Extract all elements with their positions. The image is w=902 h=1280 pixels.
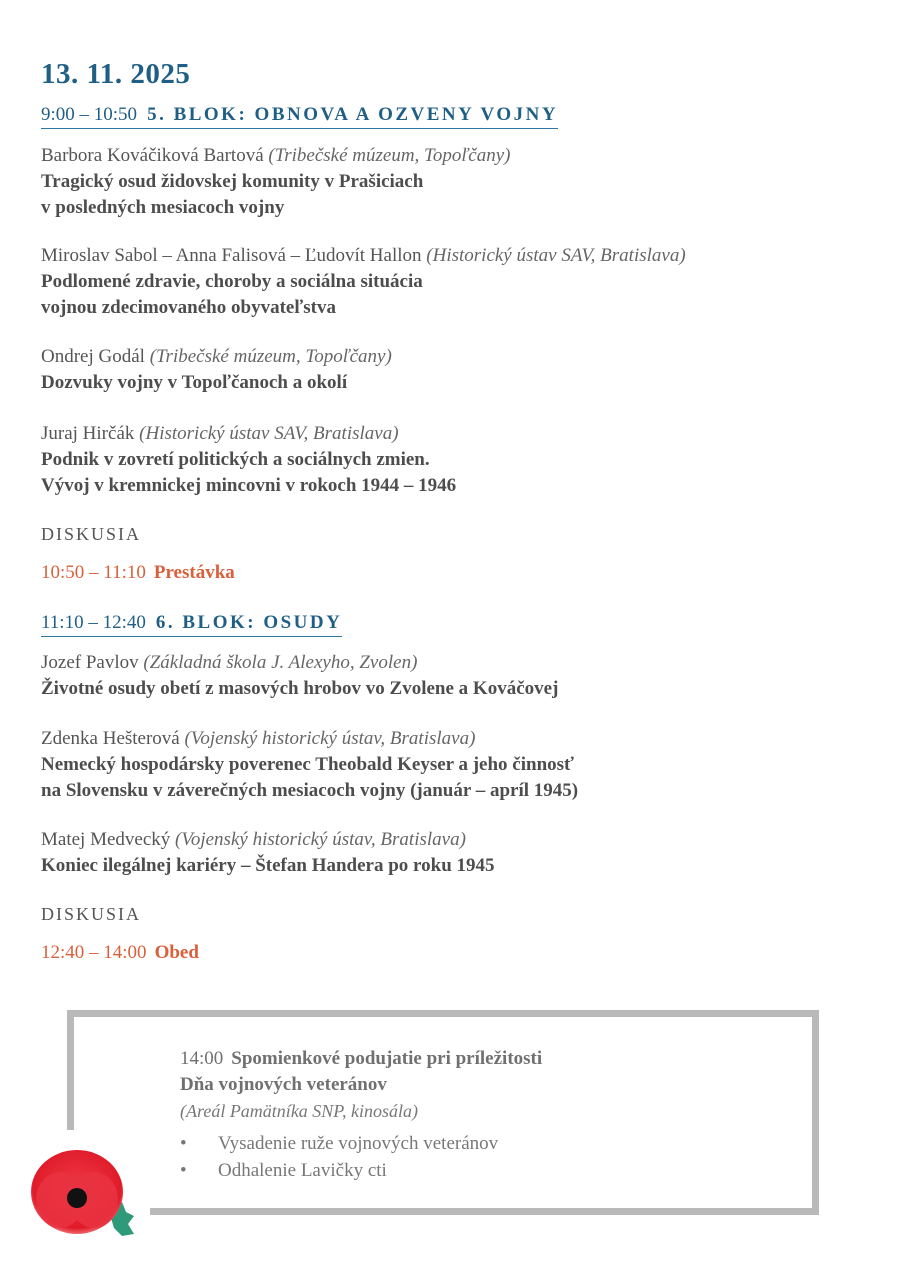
talk-title-line: Životné osudy obetí z masových hrobov vo Zvolene a Kováčovej (41, 678, 559, 699)
talk-item (41, 143, 841, 221)
talk-title-line: Vývoj v kremnickej mincovni v rokoch 1944 – 1946 (41, 475, 457, 496)
block-5-title: 5. BLOK: OBNOVA A OZVENY VOJNY (147, 104, 559, 125)
list-item (180, 1157, 780, 1184)
break-item (41, 562, 235, 584)
page-date: 13. 11. 2025 (41, 58, 191, 90)
list-item-text: Odhalenie Lavičky cti (218, 1160, 387, 1181)
block-5-time: 9:00 – 10:50 (41, 104, 138, 125)
event-place: (Areál Pamätníka SNP, kinosála) (180, 1101, 418, 1121)
talk-affiliation: (Historický ústav SAV, Bratislava) (426, 245, 686, 266)
break-label: Obed (154, 942, 199, 963)
talk-title-line: Dozvuky vojny v Topoľčanoch a okolí (41, 372, 348, 393)
talk-author: Matej Medvecký (41, 829, 171, 850)
bullet-icon: • (180, 1133, 187, 1154)
talk-item (41, 726, 841, 804)
talk-title-line: Koniec ilegálnej kariéry – Štefan Handera po roku 1945 (41, 855, 495, 876)
talk-affiliation: (Základná škola J. Alexyho, Zvolen) (143, 652, 418, 673)
event-time: 14:00 (180, 1048, 224, 1069)
break-item (41, 942, 199, 964)
talk-title-line: Tragický osud židovskej komunity v Prašiciach (41, 171, 424, 192)
talk-author: Juraj Hirčák (41, 423, 135, 444)
event-title-line: Dňa vojnových veteránov (180, 1074, 387, 1095)
discussion-label: DISKUSIA (41, 904, 142, 924)
talk-author: Ondrej Godál (41, 346, 145, 367)
talk-author: Miroslav Sabol – Anna Falisová – Ľudovít Hallon (41, 245, 422, 266)
event-activities (180, 1130, 780, 1184)
discussion-label: DISKUSIA (41, 524, 142, 544)
event-title-line: Spomienkové podujatie pri príležitosti (231, 1048, 543, 1069)
talk-author: Barbora Kováčiková Bartová (41, 145, 264, 166)
talk-title-line: v posledných mesiacoch vojny (41, 197, 285, 218)
event-title (180, 1046, 780, 1072)
list-item (180, 1130, 780, 1157)
break-time: 10:50 – 11:10 (41, 562, 146, 583)
talk-affiliation: (Tribečské múzeum, Topoľčany) (268, 145, 511, 166)
talk-author: Zdenka Hešterová (41, 728, 180, 749)
poppy-center (67, 1188, 87, 1208)
talk-author: Jozef Pavlov (41, 652, 139, 673)
talk-item (41, 421, 841, 499)
talk-title-line: vojnou zdecimovaného obyvateľstva (41, 297, 336, 318)
block-6-time: 11:10 – 12:40 (41, 612, 146, 633)
break-time: 12:40 – 14:00 (41, 942, 147, 963)
talk-item (41, 243, 841, 321)
block-5-heading (41, 104, 558, 129)
block-6-title: 6. BLOK: OSUDY (155, 612, 343, 633)
talk-title-line: na Slovensku v záverečných mesiacoch vojny (január – apríl 1945) (41, 780, 579, 801)
talk-affiliation: (Historický ústav SAV, Bratislava) (139, 423, 399, 444)
bullet-icon: • (180, 1160, 187, 1181)
talk-affiliation: (Tribečské múzeum, Topoľčany) (149, 346, 392, 367)
poppy-icon (30, 1150, 140, 1245)
break-label: Prestávka (153, 562, 235, 583)
talk-title-line: Podlomené zdravie, choroby a sociálna situácia (41, 271, 423, 292)
event-info (180, 1046, 780, 1184)
talk-title-line: Nemecký hospodársky poverenec Theobald Keyser a jeho činnosť (41, 754, 574, 775)
talk-item (41, 827, 841, 879)
list-item-text: Vysadenie ruže vojnových veteránov (218, 1133, 499, 1154)
talk-affiliation: (Vojenský historický ústav, Bratislava) (184, 728, 476, 749)
talk-title-line: Podnik v zovretí politických a sociálnych zmien. (41, 449, 430, 470)
talk-item (41, 344, 841, 396)
block-6-heading (41, 612, 342, 637)
talk-affiliation: (Vojenský historický ústav, Bratislava) (175, 829, 466, 850)
talk-item (41, 650, 841, 702)
